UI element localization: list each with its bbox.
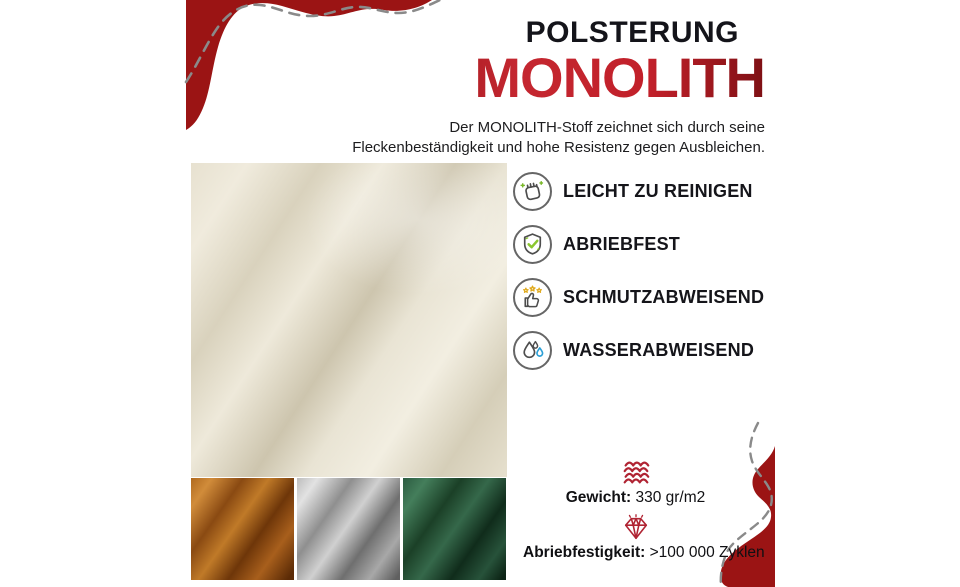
shield-check-icon	[513, 225, 552, 264]
feature-item-easy-clean	[513, 172, 764, 211]
abrasion-label: Abriebfestigkeit:	[523, 544, 646, 561]
fabric-swatch-cognac	[191, 478, 294, 580]
fabric-swatch-gray	[297, 478, 400, 580]
water-drops-icon	[513, 331, 552, 370]
header	[352, 16, 765, 159]
feature-item-water-repellent	[513, 331, 764, 370]
diamond-icon	[621, 514, 651, 542]
abrasion-spec	[523, 544, 765, 562]
feature-label: WASSERABWEISEND	[563, 340, 755, 360]
description-line-1: Der MONOLITH-Stoff zeichnet sich durch seine	[449, 119, 765, 136]
hand-cleaning-icon	[513, 172, 552, 211]
product-name: MONOLITH	[352, 50, 765, 106]
feature-list	[513, 172, 764, 384]
weight-label: Gewicht:	[565, 489, 632, 506]
feature-item-abrasion	[513, 225, 764, 264]
weight-value: 330 gr/m2	[635, 489, 706, 506]
thumb-up-stars-icon	[513, 278, 552, 317]
weight-spec	[523, 489, 748, 507]
fabric-weave-icon	[621, 457, 651, 487]
fabric-sample-photo	[191, 163, 507, 477]
product-description	[352, 118, 765, 159]
description-line-2: Fleckenbeständigkeit und hohe Resistenz gegen Ausbleichen.	[352, 139, 765, 157]
product-category-label: POLSTERUNG	[525, 16, 739, 49]
feature-label: ABRIEBFEST	[563, 234, 681, 254]
abrasion-value: >100 000 Zyklen	[649, 544, 765, 561]
spec-block	[523, 457, 765, 562]
fabric-swatch-green	[403, 478, 506, 580]
feature-label: LEICHT ZU REINIGEN	[563, 181, 753, 201]
feature-label: SCHMUTZABWEISEND	[563, 287, 765, 307]
feature-item-dirt-repellent	[513, 278, 764, 317]
